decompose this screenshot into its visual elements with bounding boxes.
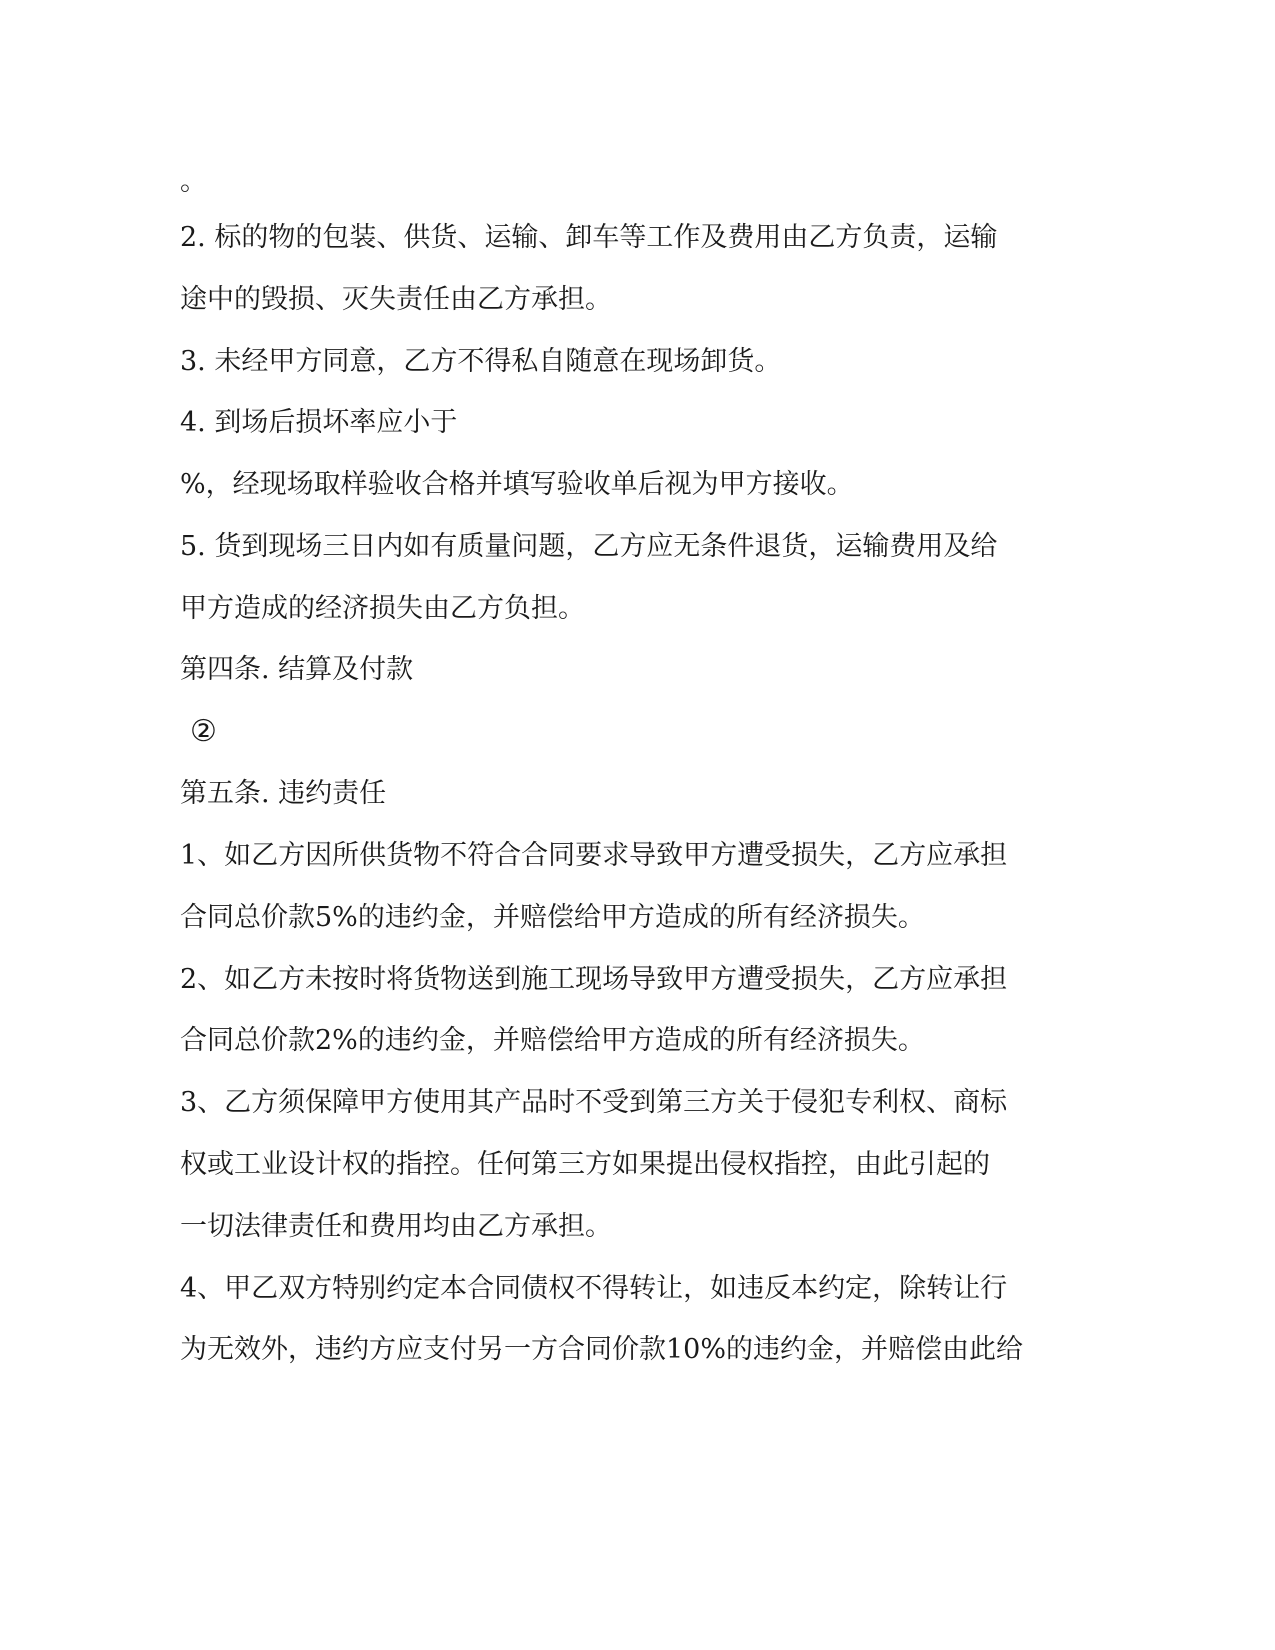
text-line: 甲方造成的经济损失由乙方负担。 (180, 593, 585, 624)
text-line: 权或工业设计权的指控。任何第三方如果提出侵权指控，由此引起的 (180, 1149, 990, 1180)
text-line: 4. 到场后损坏率应小于 (180, 407, 458, 438)
section-heading: 第五条. 违约责任 (180, 778, 387, 809)
text-line: 1、如乙方因所供货物不符合合同要求导致甲方遭受损失，乙方应承担 (180, 840, 1008, 871)
text-line: 5. 货到现场三日内如有质量问题，乙方应无条件退货，运输费用及给 (180, 531, 998, 562)
text-line: 3. 未经甲方同意，乙方不得私自随意在现场卸货。 (180, 346, 782, 377)
text-line: 一切法律责任和费用均由乙方承担。 (180, 1211, 612, 1242)
text-line: 3、乙方须保障甲方使用其产品时不受到第三方关于侵犯专利权、商标 (180, 1087, 1008, 1118)
text-line: %，经现场取样验收合格并填写验收单后视为甲方接收。 (180, 469, 854, 500)
text-line: 合同总价款2%的违约金，并赔偿给甲方造成的所有经济损失。 (180, 1025, 925, 1056)
text-line: 4、甲乙双方特别约定本合同债权不得转让，如违反本约定，除转让行 (180, 1273, 1008, 1304)
text-line: 合同总价款5%的违约金，并赔偿给甲方造成的所有经济损失。 (180, 902, 925, 933)
text-line: 为无效外，违约方应支付另一方合同价款10%的违约金，并赔偿由此给 (180, 1334, 1024, 1365)
section-heading: 第四条. 结算及付款 (180, 654, 414, 685)
text-line: 2、如乙方未按时将货物送到施工现场导致甲方遭受损失，乙方应承担 (180, 964, 1008, 995)
text-line: 。 (180, 166, 207, 197)
circled-number-marker: ② (190, 714, 217, 749)
text-line: 途中的毁损、灭失责任由乙方承担。 (180, 284, 612, 315)
text-line: 2. 标的物的包装、供货、运输、卸车等工作及费用由乙方负责，运输 (180, 222, 998, 253)
